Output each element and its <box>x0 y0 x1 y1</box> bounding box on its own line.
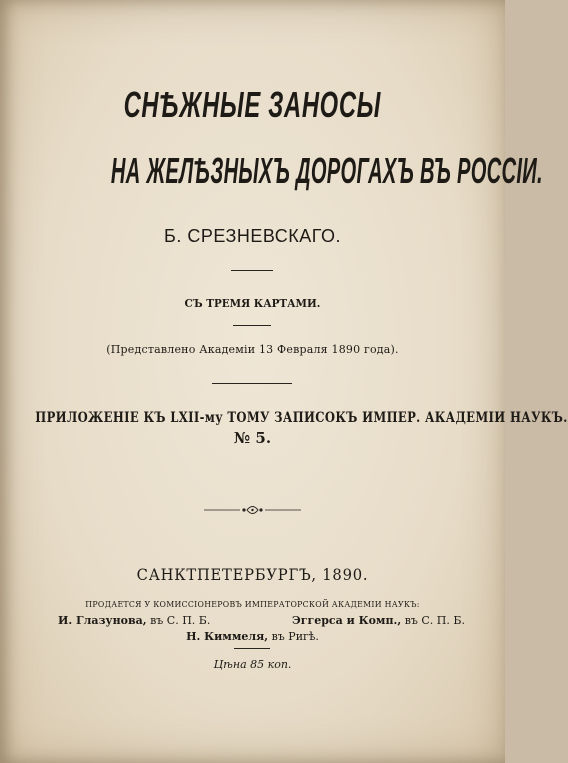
agent-place: въ С. П. Б. <box>150 614 211 627</box>
title-line-1: СНѢЖНЫЕ ЗАНОСЫ <box>123 84 382 125</box>
agent-glazunov <box>58 614 210 627</box>
city-year: САНКТПЕТЕРБУРГЪ, 1890. <box>136 566 369 584</box>
appendix-line: ПРИЛОЖЕНІЕ КЪ LXII-му ТОМУ ЗАПИСОКЪ ИМПЕР. АКАДЕМІИ НАУКЪ. <box>35 410 568 426</box>
title-line-2: НА ЖЕЛѢЗНЫХЪ ДОРОГАХЪ ВЪ РОССІИ. <box>110 150 543 191</box>
agent-place: въ Ригѣ. <box>271 630 319 643</box>
agent-name: Эггерса и Комп., <box>292 614 402 627</box>
ornament-divider <box>200 503 305 517</box>
divider-rule <box>231 270 273 271</box>
author-name: Б. СРЕЗНЕВСКАГО. <box>164 226 341 246</box>
divider-rule <box>212 383 292 384</box>
agent-kimmel <box>0 630 505 643</box>
divider-rule <box>233 325 271 326</box>
price: Цѣна 85 коп. <box>213 658 292 671</box>
agent-name: И. Глазунова, <box>58 614 147 627</box>
subtitle-maps: СЪ ТРЕМЯ КАРТАМИ. <box>184 296 321 310</box>
issue-number: № 5. <box>233 429 272 447</box>
agent-name: Н. Киммеля, <box>186 630 269 643</box>
sold-by: ПРОДАЕТСЯ У КОМИССІОНЕРОВЪ ИМПЕРАТОРСКОЙ АКАДЕМІИ НАУКЪ: <box>85 600 420 610</box>
divider-rule <box>234 648 270 649</box>
agent-place: въ С. П. Б. <box>404 614 465 627</box>
agent-eggers <box>292 614 465 627</box>
presented-note: (Представлено Академіи 13 Февраля 1890 года). <box>106 343 399 356</box>
